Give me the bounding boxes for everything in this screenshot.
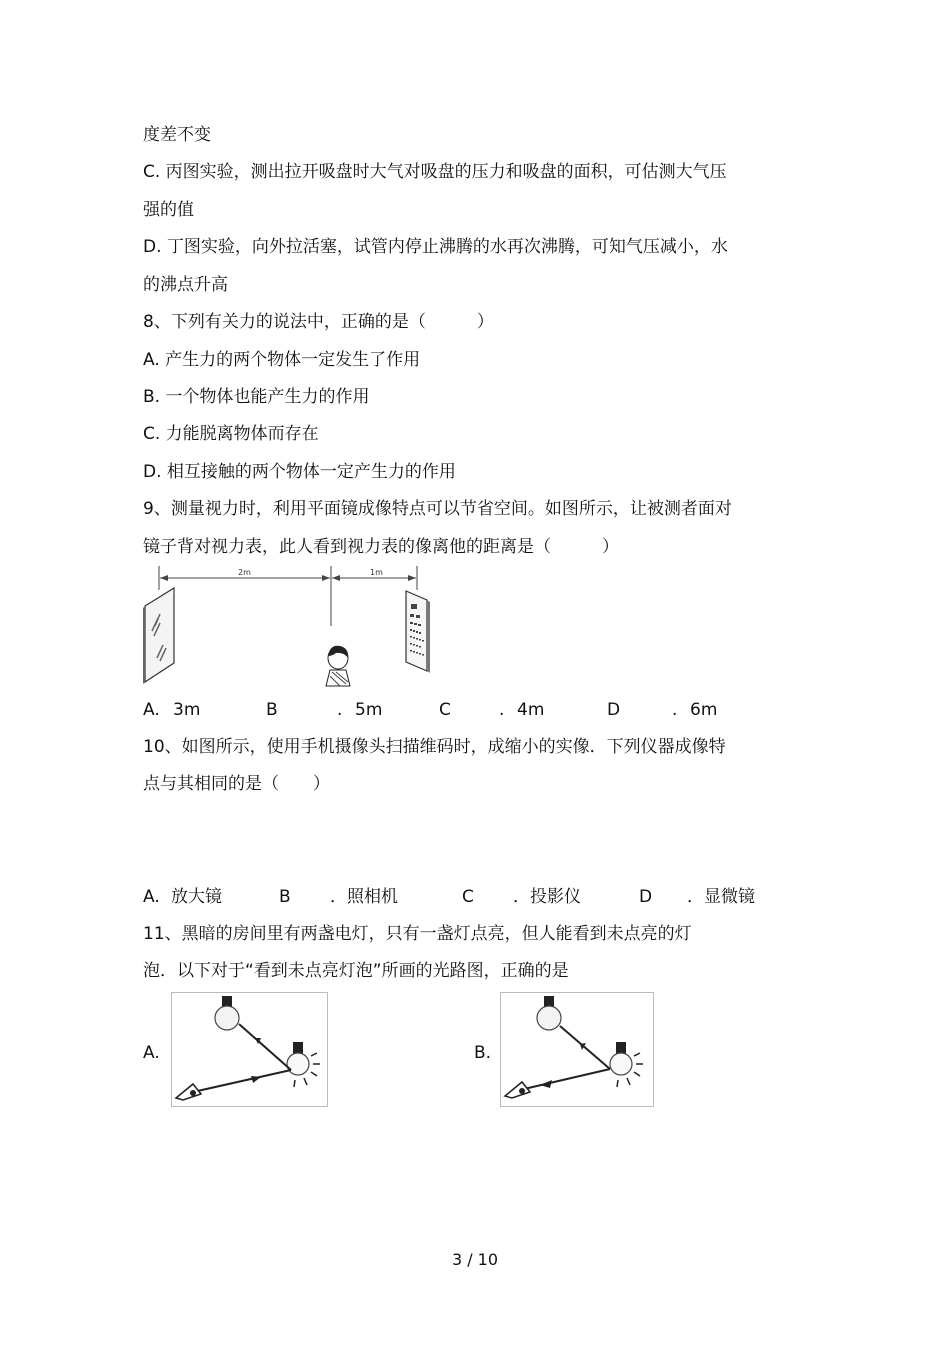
- q9-figure: [140, 566, 440, 690]
- q8-option-a: A. 产生力的两个物体一定发生了作用: [143, 350, 421, 370]
- q9-option-a-label: A.: [143, 700, 160, 720]
- page-number: 3 / 10: [451, 1250, 499, 1269]
- q9-option-c-dot: .: [499, 700, 505, 720]
- q10-option-d-label: D: [639, 887, 653, 907]
- eye-chart: [406, 591, 430, 673]
- person-figure: [326, 646, 350, 686]
- question-10: 10、如图所示，使用手机摄像头扫描维码时，成缩小的实像．下列仪器成像特: [143, 737, 726, 757]
- option-c-continuation: 强的值: [143, 200, 194, 220]
- q11-figure-a: [171, 992, 328, 1107]
- question-11: 11、黑暗的房间里有两盏电灯，只有一盏灯点亮，但人能看到未点亮的灯: [143, 924, 692, 944]
- q10-option-b-value: ．照相机: [330, 887, 398, 907]
- q10-option-b-label: B: [279, 887, 291, 907]
- q11-option-a-label: A.: [143, 1043, 160, 1063]
- option-d-continuation: 的沸点升高: [143, 275, 228, 295]
- dim-label-2m: 2m: [238, 568, 251, 577]
- mirror: [143, 588, 174, 684]
- q9-option-d-value: 6m: [690, 700, 718, 720]
- q9-option-b-value: 5m: [355, 700, 383, 720]
- q10-option-c-value: ．投影仪: [513, 887, 581, 907]
- q10-option-c-label: C: [462, 887, 474, 907]
- question-10-continuation: 点与其相同的是（ ）: [143, 774, 330, 794]
- q11-option-b-label: B.: [474, 1043, 492, 1063]
- question-9-continuation: 镜子背对视力表，此人看到视力表的像离他的距离是（ ）: [143, 537, 619, 557]
- q8-option-c: C. 力能脱离物体而存在: [143, 424, 319, 444]
- option-c-line: C. 丙图实验，测出拉开吸盘时大气对吸盘的压力和吸盘的面积，可估测大气压: [143, 162, 727, 182]
- q10-option-a-label: A.: [143, 887, 160, 907]
- q11-figure-b: [500, 992, 654, 1107]
- q9-option-a-value: 3m: [173, 700, 201, 720]
- q10-option-a-value: 放大镜: [171, 887, 222, 907]
- q10-options: [143, 887, 773, 907]
- dim-label-1m: 1m: [370, 568, 383, 577]
- option-d-line: D. 丁图实验，向外拉活塞，试管内停止沸腾的水再次沸腾，可知气压减小，水: [143, 237, 728, 257]
- question-9: 9、测量视力时，利用平面镜成像特点可以节省空间。如图所示，让被测者面对: [143, 499, 732, 519]
- q8-option-d: D. 相互接触的两个物体一定产生力的作用: [143, 462, 456, 482]
- q8-option-b: B. 一个物体也能产生力的作用: [143, 387, 370, 407]
- q9-option-b-dot: .: [337, 700, 343, 720]
- q9-options: [143, 700, 763, 720]
- q9-option-b-label: B: [266, 700, 278, 720]
- text-line-1: 度差不变: [143, 125, 211, 145]
- q9-option-c-label: C: [439, 700, 451, 720]
- q9-option-d-dot: .: [672, 700, 678, 720]
- q10-option-d-value: ．显微镜: [687, 887, 755, 907]
- question-11-continuation: 泡．以下对于“看到未点亮灯泡”所画的光路图，正确的是: [143, 961, 569, 981]
- q9-option-d-label: D: [607, 700, 621, 720]
- question-8: 8、下列有关力的说法中，正确的是（ ）: [143, 312, 494, 332]
- q9-option-c-value: 4m: [517, 700, 545, 720]
